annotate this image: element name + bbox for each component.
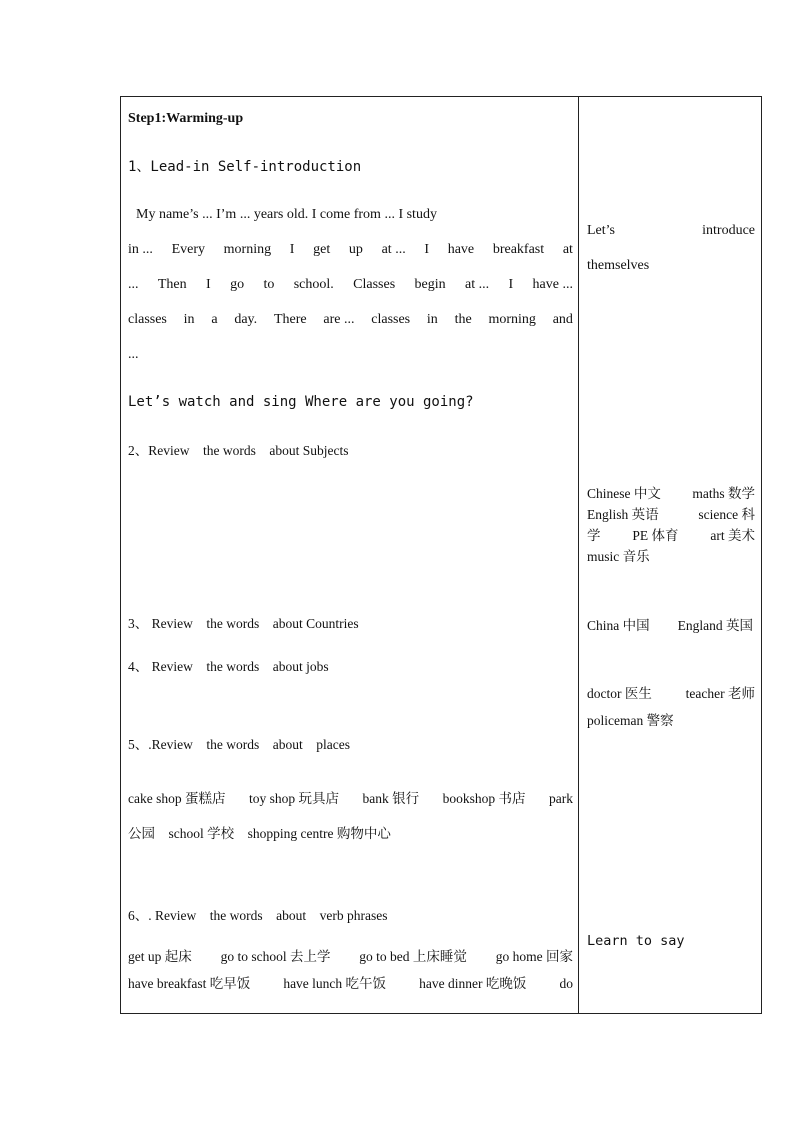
paragraph-line-2: in ... Every morning I get up at ... I have breakfast at xyxy=(128,242,573,257)
paragraph-line-5: ... xyxy=(128,347,139,362)
item-3-countries: 3、 Review the words about Countries xyxy=(128,616,359,631)
jobs-line-2: policeman 警察 xyxy=(587,713,674,728)
jobs-line-1: doctor 医生 teacher 老师 xyxy=(587,686,755,701)
verbs-line-1: get up 起床 go to school 去上学 go to bed 上床睡觉 go home 回家 xyxy=(128,949,573,964)
watch-and-sing: Let’s watch and sing Where are you going? xyxy=(128,394,474,410)
places-line-2: 公园 school 学校 shopping centre 购物中心 xyxy=(128,826,391,841)
column-divider xyxy=(578,96,579,1014)
subjects-line-4: music 音乐 xyxy=(587,549,650,564)
item-4-jobs: 4、 Review the words about jobs xyxy=(128,659,329,674)
item-5-places: 5、.Review the words about places xyxy=(128,737,350,752)
paragraph-line-1: My name’s ... I’m ... years old. I come from ... I study xyxy=(136,207,437,222)
item-2-subjects: 2、Review the words about Subjects xyxy=(128,443,349,458)
subjects-line-3: 学 PE 体育 art 美术 xyxy=(587,528,755,543)
paragraph-line-3: ... Then I go to school. Classes begin at ... I have ... xyxy=(128,277,573,292)
places-line-1: cake shop 蛋糕店 toy shop 玩具店 bank 银行 bookshop 书店 park xyxy=(128,791,573,806)
item-1-lead-in: 1、Lead-in Self-introduction xyxy=(128,159,362,175)
verbs-line-2: have breakfast 吃早饭 have lunch 吃午饭 have dinner 吃晚饭 do xyxy=(128,976,573,991)
subjects-line-2: English 英语 science 科 xyxy=(587,507,755,522)
intro-line-1: Let’s introduce xyxy=(587,223,755,238)
learn-to-say: Learn to say xyxy=(587,933,685,949)
paragraph-line-4: classes in a day. There are ... classes in the morning and xyxy=(128,312,573,327)
countries-line: China 中国 England 英国 xyxy=(587,618,753,633)
intro-line-2: themselves xyxy=(587,258,650,273)
subjects-line-1: Chinese 中文 maths 数学 xyxy=(587,486,755,501)
step-heading: Step1:Warming-up xyxy=(128,111,244,126)
item-6-verb-phrases: 6、. Review the words about verb phrases xyxy=(128,908,388,923)
